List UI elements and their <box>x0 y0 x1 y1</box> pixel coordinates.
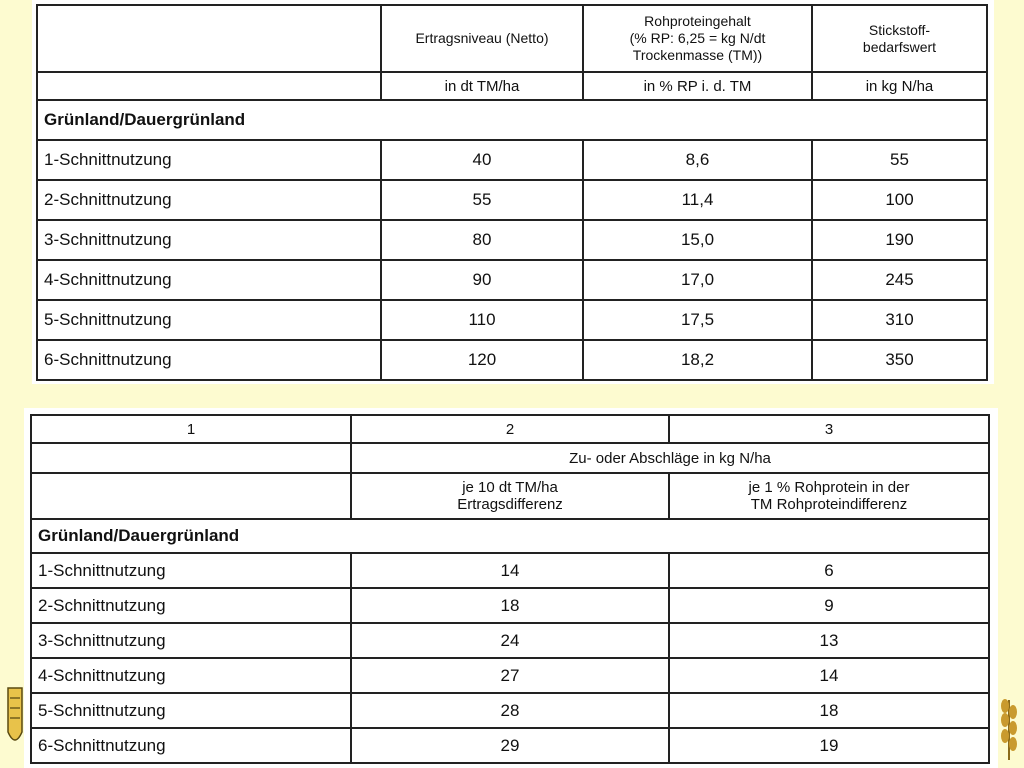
table1-panel <box>32 0 994 384</box>
table-row <box>37 140 987 180</box>
cell-rp: 15,0 <box>583 220 812 260</box>
table-row <box>37 300 987 340</box>
cell-n: 55 <box>812 140 987 180</box>
table-row <box>31 728 989 763</box>
column-number: 2 <box>351 415 669 443</box>
cell-ertrag: 90 <box>381 260 583 300</box>
header-blank <box>31 473 351 519</box>
cell-ertrag: 24 <box>351 623 669 658</box>
cell-rp: 9 <box>669 588 989 623</box>
row-label: 2-Schnittnutzung <box>31 588 351 623</box>
row-label: 6-Schnittnutzung <box>31 728 351 763</box>
cell-rp: 19 <box>669 728 989 763</box>
unit-n: in kg N/ha <box>812 72 987 100</box>
header-line: bedarfswert <box>862 38 937 55</box>
cell-ertrag: 28 <box>351 693 669 728</box>
table-row <box>37 180 987 220</box>
table-row <box>37 220 987 260</box>
cell-ertrag: 40 <box>381 140 583 180</box>
cell-ertrag: 14 <box>351 553 669 588</box>
header-stickstoffbedarf <box>812 5 987 72</box>
cell-n: 100 <box>812 180 987 220</box>
cell-ertrag: 55 <box>381 180 583 220</box>
cell-n: 190 <box>812 220 987 260</box>
table-row <box>31 693 989 728</box>
table-row <box>37 340 987 380</box>
cell-ertrag: 18 <box>351 588 669 623</box>
cell-rp: 17,0 <box>583 260 812 300</box>
cell-ertrag: 29 <box>351 728 669 763</box>
cell-rp: 14 <box>669 658 989 693</box>
unit-ertrag: in dt TM/ha <box>381 72 583 100</box>
cell-ertrag: 27 <box>351 658 669 693</box>
cell-ertrag: 110 <box>381 300 583 340</box>
header-blank <box>31 443 351 473</box>
row-label: 3-Schnittnutzung <box>31 623 351 658</box>
unit-blank <box>37 72 381 100</box>
header-blank <box>37 5 381 72</box>
nitrogen-demand-table <box>36 4 988 381</box>
table-row <box>31 658 989 693</box>
row-label: 1-Schnittnutzung <box>37 140 381 180</box>
unit-rp: in % RP i. d. TM <box>583 72 812 100</box>
cell-n: 350 <box>812 340 987 380</box>
cell-rp: 6 <box>669 553 989 588</box>
header-line: je 10 dt TM/ha <box>462 479 558 496</box>
cell-rp: 18,2 <box>583 340 812 380</box>
header-ertragsniveau: Ertragsniveau (Netto) <box>381 5 583 72</box>
header-line: Trockenmasse (TM)) <box>632 47 763 63</box>
header-ertragsdifferenz <box>351 473 669 519</box>
cell-rp: 11,4 <box>583 180 812 220</box>
table2-panel <box>24 408 998 768</box>
cell-rp: 17,5 <box>583 300 812 340</box>
section-heading: Grünland/Dauergrünland <box>37 100 987 140</box>
row-label: 4-Schnittnutzung <box>31 658 351 693</box>
header-rohproteingehalt <box>583 5 812 72</box>
section-heading: Grünland/Dauergrünland <box>31 519 989 553</box>
row-label: 2-Schnittnutzung <box>37 180 381 220</box>
header-line: Stickstoff- <box>868 21 931 38</box>
column-number: 3 <box>669 415 989 443</box>
header-line: Rohproteingehalt <box>644 13 751 29</box>
table-row <box>31 588 989 623</box>
row-label: 1-Schnittnutzung <box>31 553 351 588</box>
cell-rp: 8,6 <box>583 140 812 180</box>
adjustment-table <box>30 414 990 764</box>
cell-n: 310 <box>812 300 987 340</box>
row-label: 4-Schnittnutzung <box>37 260 381 300</box>
header-line: je 1 % Rohprotein in der <box>748 479 910 496</box>
cell-n: 245 <box>812 260 987 300</box>
cell-ertrag: 80 <box>381 220 583 260</box>
cell-ertrag: 120 <box>381 340 583 380</box>
coat-of-arms-icon <box>6 684 24 756</box>
cell-rp: 13 <box>669 623 989 658</box>
table-row <box>37 260 987 300</box>
header-rohproteindifferenz <box>669 473 989 519</box>
header-line: (% RP: 6,25 = kg N/dt <box>629 30 766 46</box>
column-number: 1 <box>31 415 351 443</box>
header-line: TM Rohproteindifferenz <box>750 496 908 513</box>
header-line: Ertragsdifferenz <box>457 496 563 513</box>
row-label: 6-Schnittnutzung <box>37 340 381 380</box>
table-row <box>31 553 989 588</box>
cell-rp: 18 <box>669 693 989 728</box>
table-row <box>31 623 989 658</box>
wheat-icon <box>996 690 1022 762</box>
row-label: 5-Schnittnutzung <box>31 693 351 728</box>
row-label: 5-Schnittnutzung <box>37 300 381 340</box>
span-header: Zu- oder Abschläge in kg N/ha <box>351 443 989 473</box>
row-label: 3-Schnittnutzung <box>37 220 381 260</box>
